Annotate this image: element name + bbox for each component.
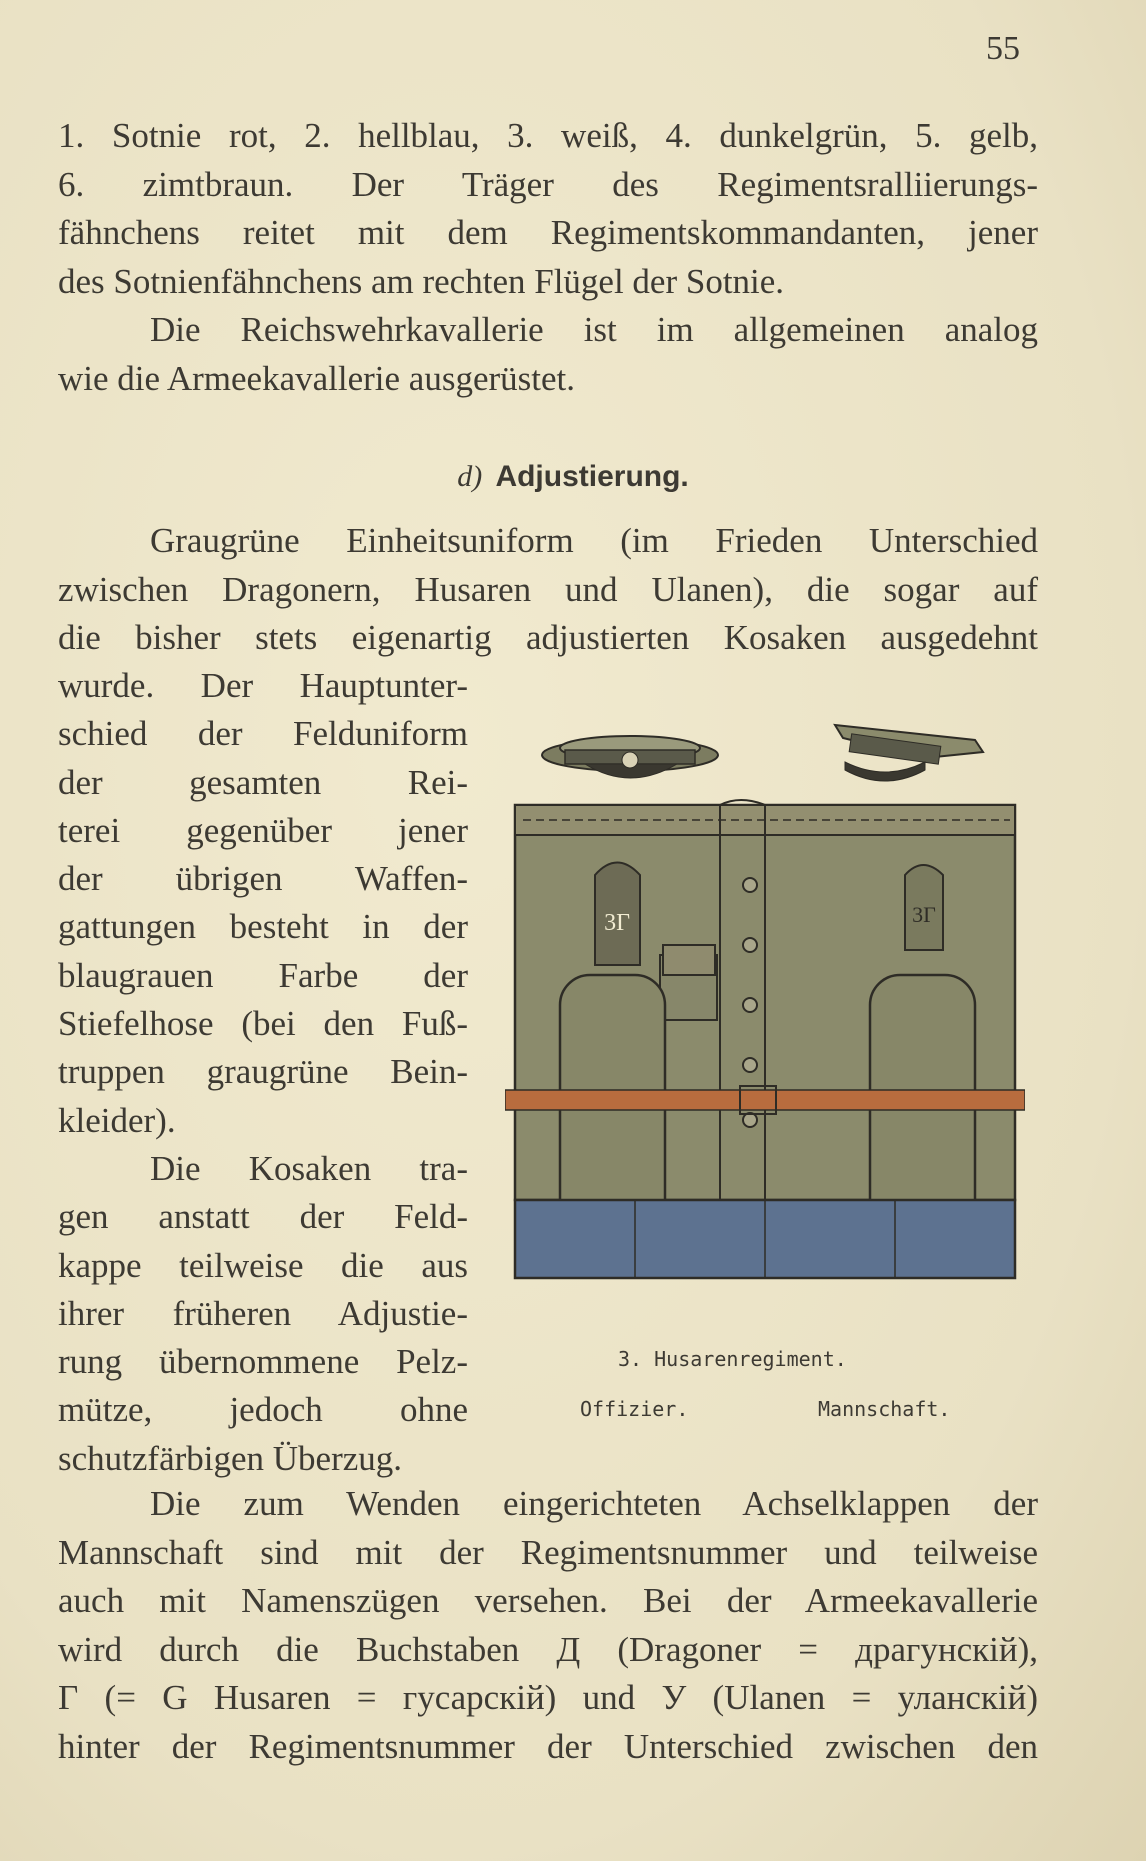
text-line: terei gegenüber jener <box>58 810 468 850</box>
text-line: auch mit Namenszügen versehen. Bei der Armeekavallerie <box>58 1581 1038 1620</box>
enlisted-label: Mannschaft. <box>818 1397 951 1421</box>
text-line: kleider). <box>58 1100 176 1140</box>
narrow-column <box>58 662 468 1483</box>
text-line: der übrigen Waffen- <box>58 859 468 899</box>
text-line: gattungen besteht in der <box>58 907 468 947</box>
text-line: Die Reichswehrkavallerie ist im allgemeinen analog <box>150 310 1038 349</box>
text-line: wird durch die Buchstaben Д (Dragoner = драгунскій), <box>58 1629 1038 1669</box>
top-paragraph <box>58 112 1038 403</box>
text-line: hinter der Regimentsnummer der Unterschied zwischen den <box>58 1726 1038 1766</box>
text-line: die bisher stets eigenartig adjustierten Kosaken ausgedehnt <box>58 618 1038 657</box>
text-line: Mannschaft sind mit der Regimentsnummer und teilweise <box>58 1532 1038 1572</box>
page-number: 55 <box>986 30 1020 67</box>
text-line: mütze, jedoch ohne <box>58 1390 468 1430</box>
section-heading <box>0 460 1146 494</box>
text-line: schied der Felduniform <box>58 714 468 754</box>
text-line: wurde. Der Hauptunter- <box>58 666 468 705</box>
text-line: 1. Sotnie rot, 2. hellblau, 3. weiß, 4. dunkelgrün, 5. gelb, <box>58 116 1038 155</box>
figure-caption: 3. Husarenregiment. <box>618 1347 847 1371</box>
text-line: zwischen Dragonern, Husaren und Ulanen), die sogar auf <box>58 569 1038 609</box>
text-line: truppen graugrüne Bein- <box>58 1052 468 1092</box>
heading-letter: d) <box>457 460 483 493</box>
text-line: blaugrauen Farbe der <box>58 955 468 995</box>
text-line: Graugrüne Einheitsuniform (im Frieden Unterschied <box>150 521 1038 560</box>
uniform-drawing <box>505 700 1025 1300</box>
left-strap-label: 3Г <box>604 910 630 936</box>
trousers-icon <box>515 1200 1015 1278</box>
text-line: ihrer früheren Adjustie- <box>58 1293 468 1333</box>
text-line: gen anstatt der Feld- <box>58 1197 468 1237</box>
text-line: Die zum Wenden eingerichteten Achselklappen der <box>150 1484 1038 1523</box>
text-line: 6. zimtbraun. Der Träger des Regimentsralliierungs- <box>58 164 1038 204</box>
text-line: wie die Armeekavallerie ausgerüstet. <box>58 358 576 398</box>
bottom-paragraph <box>58 1480 1038 1771</box>
text-line: der gesamten Rei- <box>58 762 468 802</box>
enlisted-cap-icon <box>835 725 983 781</box>
uniform-illustration <box>505 700 1025 1421</box>
text-line: fähnchens reitet mit dem Regimentskommandanten, jener <box>58 213 1038 252</box>
officer-label: Offizier. <box>580 1397 689 1421</box>
text-line: Г (= G Husaren = гусарскій) und У (Ulanen = уланскій) <box>58 1678 1038 1717</box>
right-strap-label: 3Г <box>912 902 936 927</box>
text-line: kappe teilweise die aus <box>58 1245 468 1285</box>
text-line: schutzfärbigen Überzug. <box>58 1438 403 1478</box>
text-line: des Sotnienfähnchens am rechten Flügel der Sotnie. <box>58 261 785 301</box>
officer-cap-icon <box>542 736 718 778</box>
text-line: Stiefelhose (bei den Fuß- <box>58 1004 468 1044</box>
text-line: rung übernommene Pelz- <box>58 1342 468 1382</box>
belt-icon <box>505 1086 1025 1114</box>
text-line: Die Kosaken tra- <box>150 1148 468 1188</box>
mid-paragraph <box>58 517 1038 663</box>
heading-title: Adjustierung. <box>495 460 689 493</box>
